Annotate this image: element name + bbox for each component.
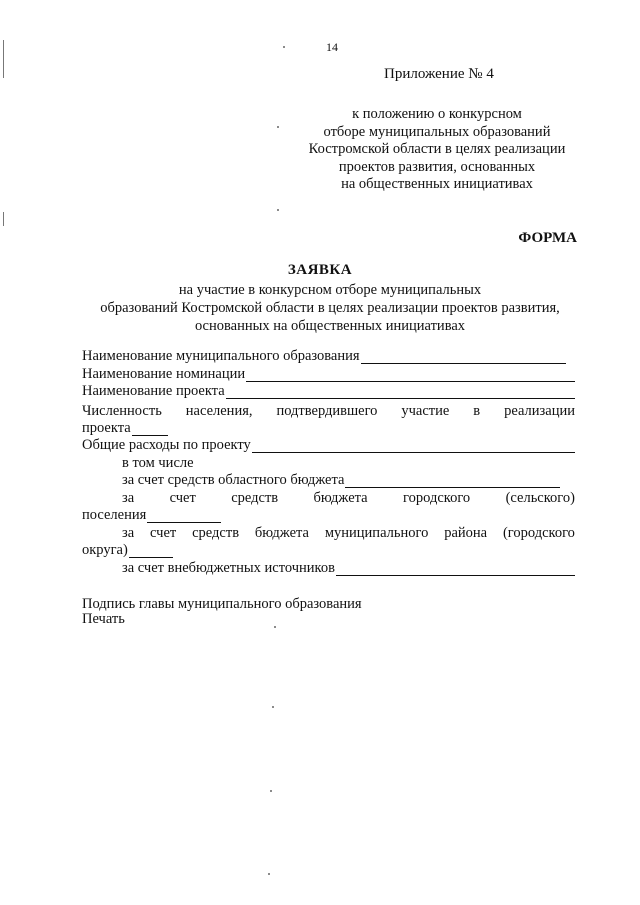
district-word: района (444, 525, 488, 541)
scan-speck (268, 873, 270, 875)
appendix-reference-line: проектов развития, основанных (338, 158, 536, 175)
extrabudgetary-label: за счет внебюджетных источников (122, 560, 335, 576)
scan-speck (272, 706, 274, 708)
total-costs-input-line[interactable] (252, 439, 575, 453)
scan-margin-mark (3, 40, 4, 78)
application-title: ЗАЯВКА (287, 262, 353, 278)
population-word: населения, (185, 403, 253, 419)
page-number: 14 (326, 40, 338, 54)
regional-budget-field (122, 472, 560, 488)
nomination-label: Наименование номинации (82, 366, 246, 382)
project-label: Наименование проекта (82, 383, 225, 399)
nomination-input-line[interactable] (246, 368, 575, 382)
scan-speck (277, 126, 279, 128)
district-word: счет (150, 525, 177, 541)
signature-label: Подпись главы муниципального образования (82, 596, 362, 612)
population-line (82, 403, 575, 419)
settlement-input-line[interactable] (147, 509, 221, 523)
project-input-line[interactable] (226, 385, 575, 399)
district-word: (городского (502, 525, 575, 541)
including-label: в том числе (122, 455, 194, 471)
appendix-reference-line: на общественных инициативах (341, 176, 533, 192)
municipality-input-line[interactable] (361, 350, 566, 364)
regional-budget-input-line[interactable] (345, 474, 560, 488)
form-label: ФОРМА (518, 230, 577, 246)
appendix-reference-line: Костромской области в целях реализации (308, 141, 566, 157)
settlement-budget-field (82, 507, 221, 523)
total-costs-field (82, 437, 575, 453)
nomination-field (82, 366, 575, 382)
appendix-reference-line: к положению о конкурсном (352, 106, 522, 122)
project-field (82, 383, 575, 399)
population-word: участие (401, 403, 450, 419)
settlement-word: городского (403, 490, 471, 506)
scan-speck (277, 209, 279, 211)
appendix-title: Приложение № 4 (384, 66, 494, 82)
population-word: Численность (82, 403, 162, 419)
population-word: подтвердившего (276, 403, 378, 419)
application-subtitle-line: образований Костромской области в целях реализации проектов развития, (100, 300, 560, 316)
population-label-cont: проекта (82, 420, 131, 436)
municipality-field (82, 348, 566, 364)
scan-speck (270, 790, 272, 792)
settlement-budget-line (122, 490, 575, 506)
population-word: в (473, 403, 481, 419)
extrabudgetary-field (122, 560, 575, 576)
district-word: за (122, 525, 135, 541)
district-word: средств (192, 525, 240, 541)
settlement-word: счет (169, 490, 196, 506)
regional-budget-label: за счет средств областного бюджета (122, 472, 345, 488)
district-budget-field (82, 542, 173, 558)
scan-speck (283, 46, 285, 48)
scan-speck (274, 626, 276, 628)
application-subtitle (70, 281, 590, 335)
settlement-word: бюджета (313, 490, 368, 506)
district-label-cont: округа) (82, 542, 128, 558)
settlement-word: средств (231, 490, 279, 506)
scan-margin-mark (3, 212, 4, 226)
population-field (82, 420, 168, 436)
district-word: бюджета (254, 525, 309, 541)
seal-label: Печать (82, 611, 125, 627)
application-subtitle-line: основанных на общественных инициативах (194, 318, 466, 334)
settlement-label-cont: поселения (82, 507, 147, 523)
total-costs-label: Общие расходы по проекту (82, 437, 251, 453)
settlement-word: за (122, 490, 135, 506)
application-subtitle-line: на участие в конкурсном отборе муниципальных (178, 282, 482, 298)
district-input-line[interactable] (129, 544, 173, 558)
population-input-line[interactable] (132, 422, 168, 436)
appendix-reference-line: отборе муниципальных образований (323, 123, 551, 140)
population-word: реализации (504, 403, 575, 419)
district-word: муниципального (324, 525, 429, 541)
settlement-word: (сельского) (505, 490, 575, 506)
appendix-reference (296, 106, 578, 194)
municipality-label: Наименование муниципального образования (82, 348, 360, 364)
extrabudgetary-input-line[interactable] (336, 562, 575, 576)
district-budget-line (122, 525, 575, 541)
